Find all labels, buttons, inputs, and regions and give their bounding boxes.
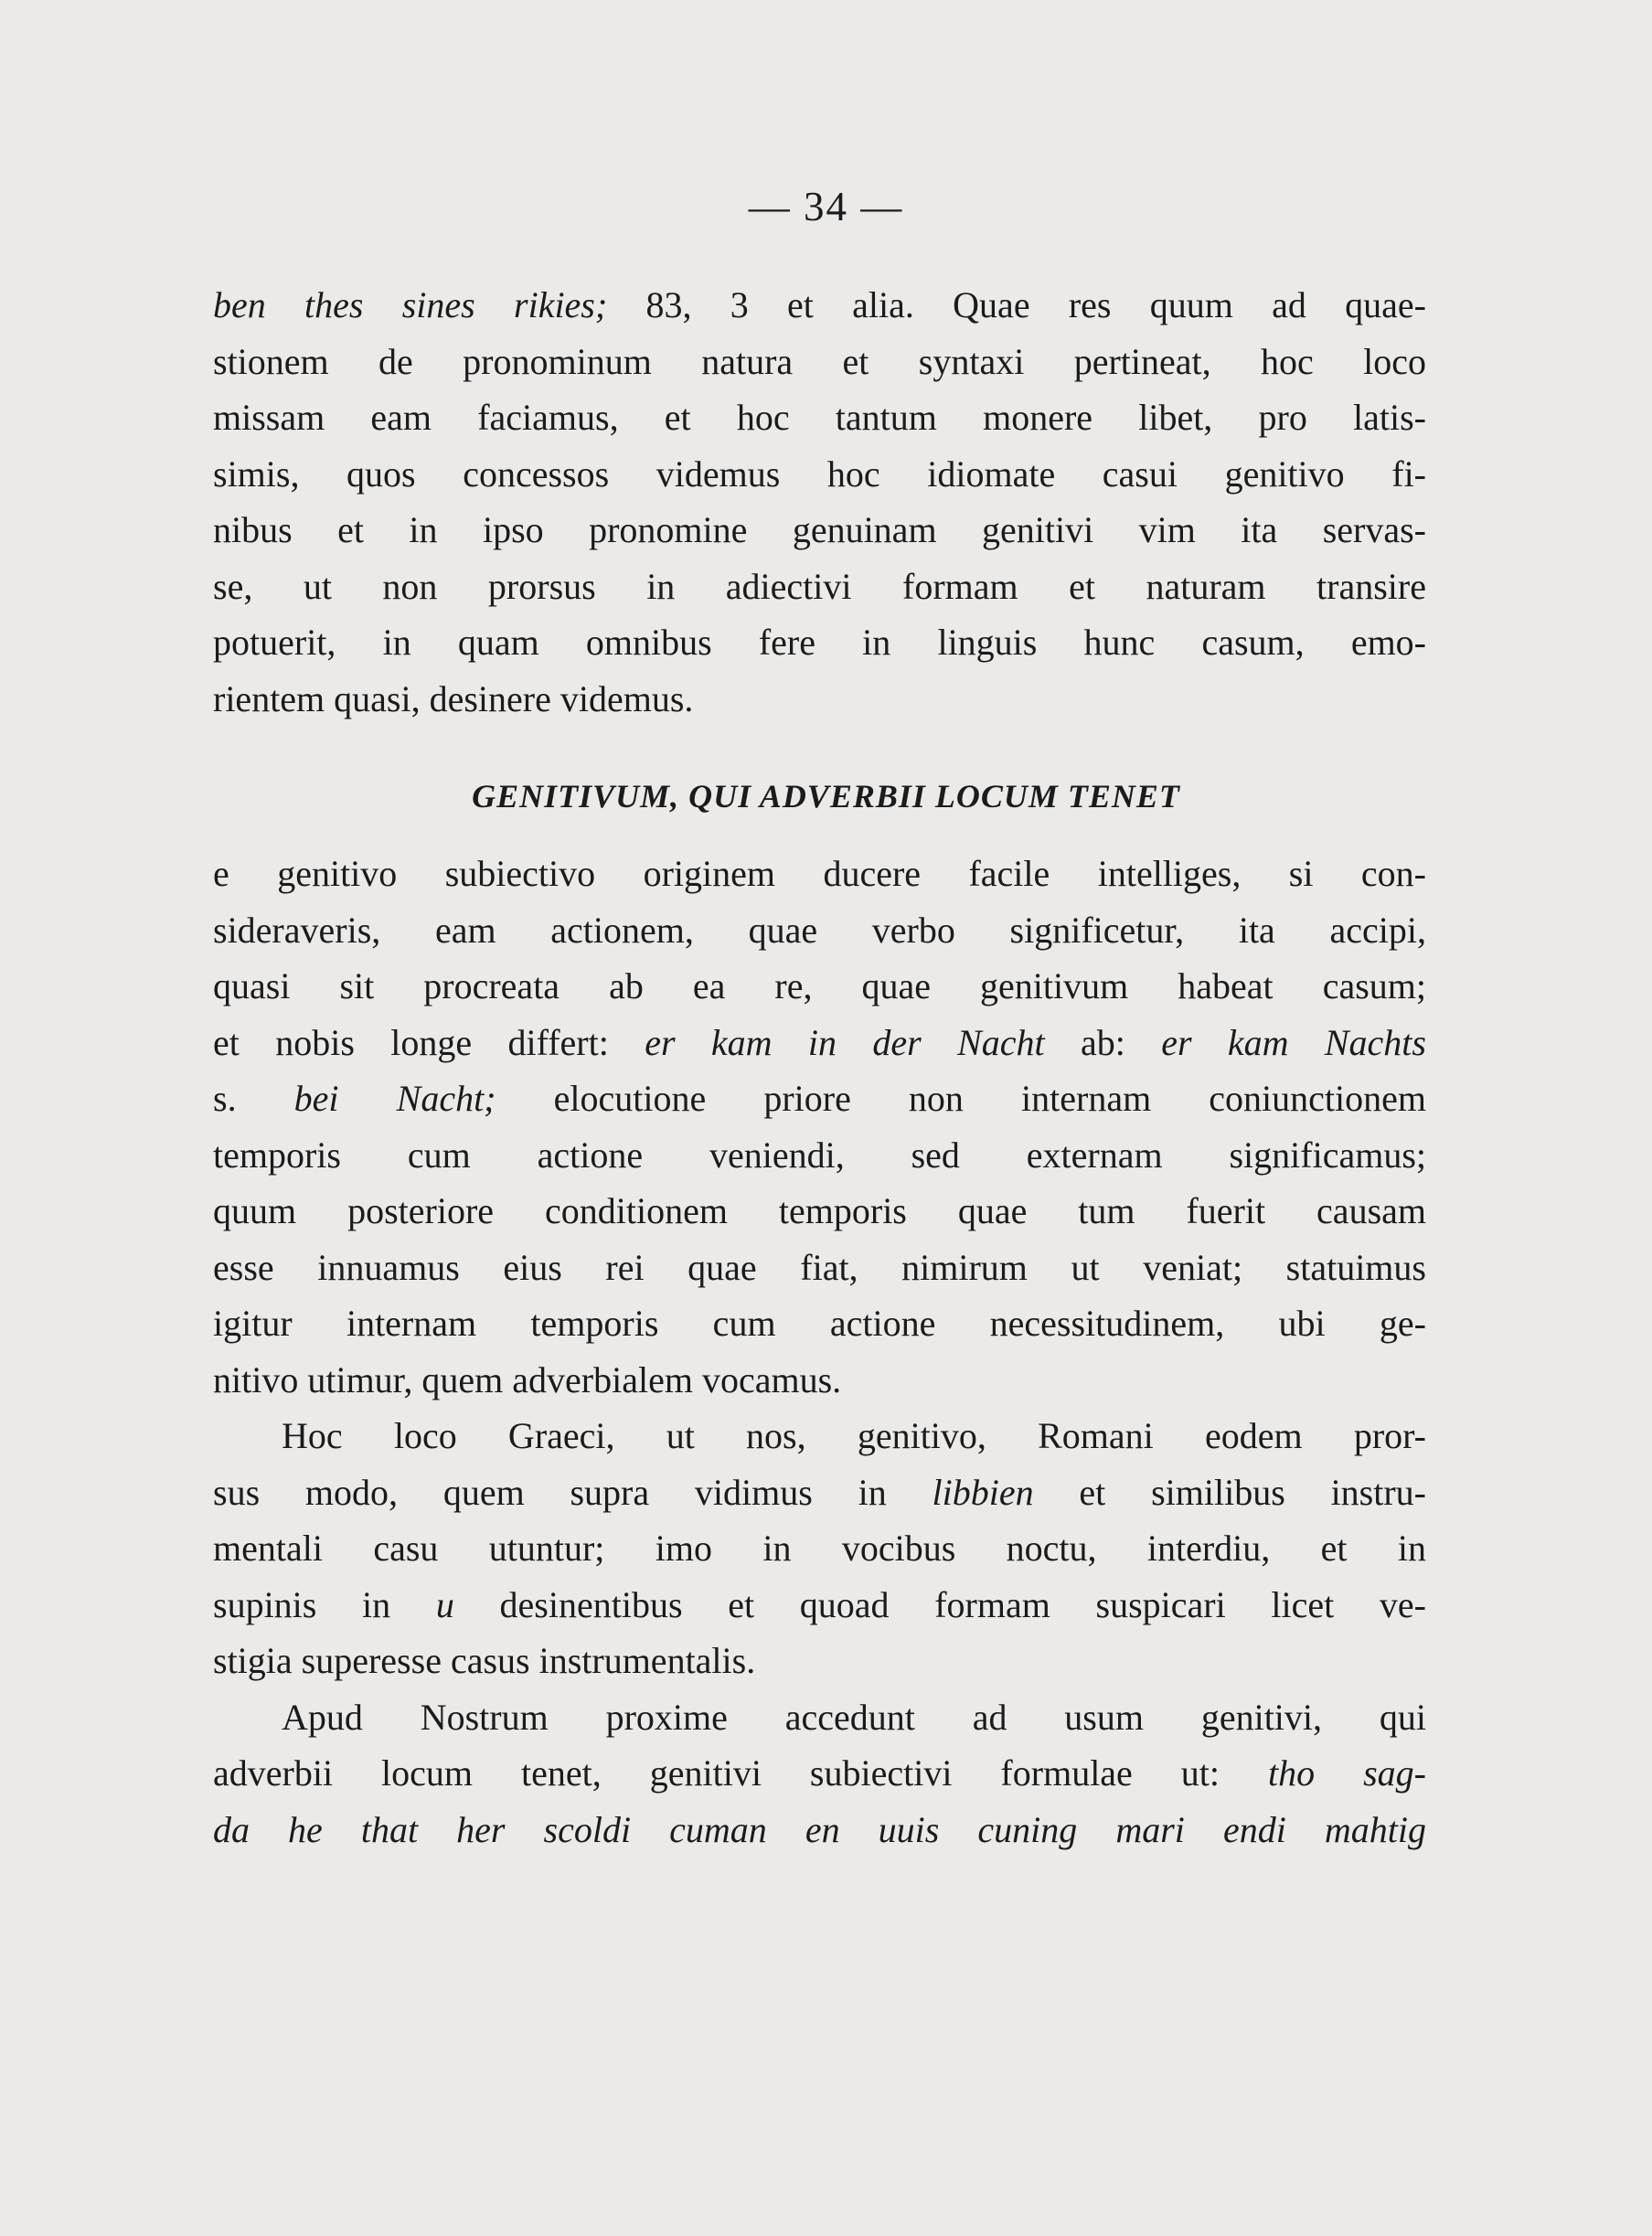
text-line: mentali casu utuntur; imo in vocibus noctu, interdiu, et in xyxy=(213,1528,1426,1569)
text-span: adverbii locum tenet, genitivi subiectivi formulae ut: xyxy=(213,1752,1269,1794)
text-line: quum posteriore conditionem temporis quae tum fuerit causam xyxy=(213,1190,1426,1231)
text-span: s. xyxy=(213,1078,294,1119)
text-span: sus modo, quem supra vidimus in xyxy=(213,1471,933,1513)
text-line: igitur internam temporis cum actione necessitudinem, ubi ge- xyxy=(213,1303,1426,1344)
text-span: 83, 3 et alia. Quae res quum ad quae- xyxy=(607,284,1426,325)
text-line: esse innuamus eius rei quae fiat, nimirum ut veniat; statuimus xyxy=(213,1246,1426,1288)
text-line xyxy=(213,1070,1426,1127)
text-span: et similibus instru- xyxy=(1033,1471,1427,1513)
text-line xyxy=(213,1464,1426,1521)
text-line xyxy=(213,277,1426,334)
text-line: se, ut non prorsus in adiectivi formam et naturam transire xyxy=(213,565,1426,607)
text-line: simis, quos concessos videmus hoc idiomate casui genitivo fi- xyxy=(213,453,1426,495)
italic-text: er kam in der Nacht xyxy=(645,1021,1045,1063)
text-span: supinis in xyxy=(213,1583,436,1625)
text-line: missam eam faciamus, et hoc tantum monere libet, pro latis- xyxy=(213,397,1426,438)
italic-text: tho sag- xyxy=(1268,1752,1427,1794)
text-line: Apud Nostrum proxime accedunt ad usum genitivi, qui xyxy=(282,1696,1426,1738)
text-line xyxy=(213,1802,1426,1858)
italic-text: libbien xyxy=(932,1471,1034,1513)
text-line: nibus et in ipso pronomine genuinam genitivi vim ita servas- xyxy=(213,509,1426,550)
text-line xyxy=(213,1577,1426,1634)
text-span: desinentibus et quoad formam suspicari licet ve- xyxy=(453,1583,1426,1625)
text-line: e genitivo subiectivo originem ducere facile intelliges, si con- xyxy=(213,853,1426,894)
text-line: stionem de pronominum natura et syntaxi pertineat, hoc loco xyxy=(213,340,1426,382)
text-line: nitivo utimur, quem adverbialem vocamus. xyxy=(213,1358,842,1400)
text-line: sideraveris, eam actionem, quae verbo significetur, ita accipi, xyxy=(213,909,1426,951)
text-line xyxy=(213,1015,1426,1071)
text-line: potuerit, in quam omnibus fere in linguis hunc casum, emo- xyxy=(213,622,1426,663)
paragraph-2 xyxy=(213,846,1426,1858)
text-line: quasi sit procreata ab ea re, quae genitivum habeat casum; xyxy=(213,965,1426,1006)
text-line xyxy=(213,1745,1426,1802)
italic-text: ben thes sines rikies; xyxy=(213,284,608,325)
italic-text: er kam Nachts xyxy=(1161,1021,1426,1063)
text-line: rientem quasi, desinere videmus. xyxy=(213,677,694,719)
text-span: et nobis longe differt: xyxy=(213,1021,645,1063)
text-line: Hoc loco Graeci, ut nos, genitivo, Romani eodem pror- xyxy=(282,1415,1426,1456)
page-number: — 34 — xyxy=(748,184,904,229)
section-heading: GENITIVUM, QUI ADVERBII LOCUM TENET xyxy=(472,778,1180,815)
text-line: temporis cum actione veniendi, sed externam significamus; xyxy=(213,1134,1426,1176)
text-line: stigia superesse casus instrumentalis. xyxy=(213,1640,756,1681)
text-span: elocutione priore non internam coniunctionem xyxy=(496,1078,1426,1119)
italic-text: u xyxy=(435,1583,454,1625)
italic-text: da he that her scoldi cuman en uuis cuning mari endi mahtig xyxy=(213,1808,1426,1850)
italic-text: bei Nacht; xyxy=(293,1078,496,1119)
paragraph-1 xyxy=(213,277,1426,727)
text-span: ab: xyxy=(1044,1021,1162,1063)
